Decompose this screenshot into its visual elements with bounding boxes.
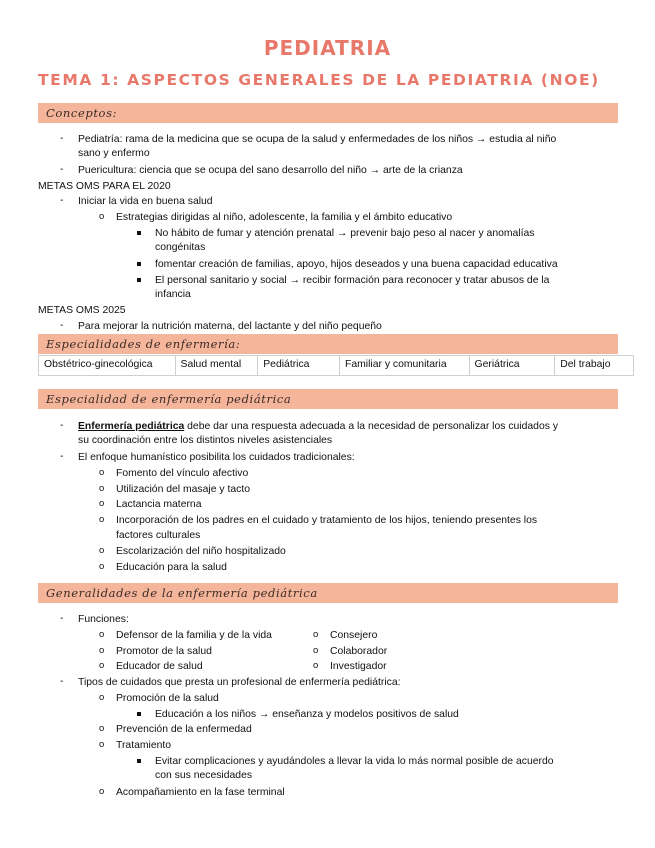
square-bullet bbox=[137, 712, 141, 716]
section-heading-generalidades: Generalidades de la enfermería pediátrica bbox=[46, 586, 318, 600]
circle-bullet: o bbox=[99, 561, 105, 572]
circle-bullet: o bbox=[313, 660, 319, 671]
square-bullet bbox=[137, 278, 141, 282]
section-band-especialidad-pediatrica bbox=[38, 389, 618, 409]
enfermeria-pediatrica-definition bbox=[78, 420, 558, 433]
circle-bullet: o bbox=[99, 692, 105, 703]
metas-2020-bullet-1-cont: congénitas bbox=[155, 242, 206, 253]
metas-2020-bullet-3: El personal sanitario y social → recibir formación para reconocer y tratar abusos de la bbox=[155, 275, 550, 286]
circle-bullet: o bbox=[99, 483, 105, 494]
table-cell: Salud mental bbox=[176, 356, 259, 375]
square-bullet bbox=[137, 262, 141, 266]
table-cell: Geriátrica bbox=[470, 356, 556, 375]
circle-bullet: o bbox=[99, 645, 105, 656]
circle-bullet: o bbox=[99, 498, 105, 509]
section-heading-especialidades: Especialidades de enfermería: bbox=[46, 337, 241, 351]
list-item: Lactancia materna bbox=[116, 499, 202, 510]
dash-bullet: - bbox=[60, 451, 64, 462]
especialidades-table bbox=[38, 355, 634, 376]
list-item-cont: factores culturales bbox=[116, 530, 201, 541]
cuidado-item: Promoción de la salud bbox=[116, 693, 219, 704]
cuidado-subitem: Evitar complicaciones y ayudándoles a llevar la vida lo más normal posible de acuerdo bbox=[155, 756, 554, 767]
document-subtitle: TEMA 1: ASPECTOS GENERALES DE LA PEDIATRIA (NOE) bbox=[38, 71, 600, 89]
puericultura-definition: Puericultura: ciencia que se ocupa del sano desarrollo del niño → arte de la crianza bbox=[78, 165, 463, 176]
metas-2020-bullet-3-cont: infancia bbox=[155, 289, 191, 300]
dash-bullet: - bbox=[60, 676, 64, 687]
table-cell: Familiar y comunitaria bbox=[340, 356, 470, 375]
circle-bullet: o bbox=[99, 629, 105, 640]
circle-bullet: o bbox=[99, 467, 105, 478]
section-band-conceptos bbox=[38, 103, 618, 123]
metas-2020-sub: Estrategias dirigidas al niño, adolescente, la familia y el ámbito educativo bbox=[116, 212, 453, 223]
dash-bullet: - bbox=[60, 320, 64, 331]
circle-bullet: o bbox=[313, 629, 319, 640]
funcion-item: Consejero bbox=[330, 630, 378, 641]
circle-bullet: o bbox=[99, 211, 105, 222]
table-cell: Pediátrica bbox=[258, 356, 340, 375]
square-bullet bbox=[137, 231, 141, 235]
definition-text: debe dar una respuesta adecuada a la necesidad de personalizar los cuidados y bbox=[184, 421, 559, 432]
cuidado-subitem: Educación a los niños → enseñanza y modelos positivos de salud bbox=[155, 709, 459, 720]
metas-2020-item: Iniciar la vida en buena salud bbox=[78, 196, 213, 207]
list-item: Escolarización del niño hospitalizado bbox=[116, 546, 286, 557]
section-band-generalidades bbox=[38, 583, 618, 603]
funcion-item: Promotor de la salud bbox=[116, 646, 212, 657]
circle-bullet: o bbox=[99, 786, 105, 797]
pediatria-definition-cont: sano y enfermo bbox=[78, 148, 150, 159]
tipos-cuidados: Tipos de cuidados que presta un profesional de enfermería pediátrica: bbox=[78, 677, 401, 688]
enfoque-humanistico: El enfoque humanístico posibilita los cuidados tradicionales: bbox=[78, 452, 355, 463]
dash-bullet: - bbox=[60, 133, 64, 144]
section-heading-especialidad-pediatrica: Especialidad de enfermería pediátrica bbox=[46, 392, 292, 406]
funciones-label: Funciones: bbox=[78, 614, 129, 625]
table-cell: Obstétrico-ginecológica bbox=[39, 356, 176, 375]
circle-bullet: o bbox=[99, 514, 105, 525]
metas-2020-heading: METAS OMS PARA EL 2020 bbox=[38, 181, 171, 192]
cuidado-subitem-cont: con sus necesidades bbox=[155, 770, 253, 781]
circle-bullet: o bbox=[99, 739, 105, 750]
metas-2020-bullet-1: No hábito de fumar y atención prenatal → prevenir bajo peso al nacer y anomalías bbox=[155, 228, 535, 239]
metas-2020-bullet-2: fomentar creación de familias, apoyo, hijos deseados y una buena capacidad educativa bbox=[155, 259, 558, 270]
list-item: Educación para la salud bbox=[116, 562, 227, 573]
metas-2025-heading: METAS OMS 2025 bbox=[38, 305, 126, 316]
funcion-item: Investigador bbox=[330, 661, 387, 672]
circle-bullet: o bbox=[99, 723, 105, 734]
funcion-item: Defensor de la familia y de la vida bbox=[116, 630, 272, 641]
metas-2025-item: Para mejorar la nutrición materna, del lactante y del niño pequeño bbox=[78, 321, 382, 332]
funcion-item: Educador de salud bbox=[116, 661, 203, 672]
circle-bullet: o bbox=[99, 660, 105, 671]
cuidado-item: Tratamiento bbox=[116, 740, 172, 751]
enfermeria-pediatrica-definition-cont: su coordinación entre los distintos niveles asistenciales bbox=[78, 435, 333, 446]
circle-bullet: o bbox=[313, 645, 319, 656]
list-item: Incorporación de los padres en el cuidado y tratamiento de los hijos, teniendo presentes los bbox=[116, 515, 538, 526]
document-title: PEDIATRIA bbox=[263, 36, 392, 60]
funcion-item: Colaborador bbox=[330, 646, 388, 657]
section-band-especialidades bbox=[38, 334, 618, 354]
pediatria-definition: Pediatría: rama de la medicina que se ocupa de la salud y enfermedades de los niños → estudia al niño bbox=[78, 134, 557, 145]
dash-bullet: - bbox=[60, 420, 64, 431]
dash-bullet: - bbox=[60, 195, 64, 206]
list-item: Utilización del masaje y tacto bbox=[116, 484, 250, 495]
dash-bullet: - bbox=[60, 613, 64, 624]
table-cell: Del trabajo bbox=[560, 359, 611, 370]
list-item: Fomento del vínculo afectivo bbox=[116, 468, 249, 479]
dash-bullet: - bbox=[60, 164, 64, 175]
circle-bullet: o bbox=[99, 545, 105, 556]
bold-term: Enfermería pediátrica bbox=[78, 421, 185, 432]
section-heading-conceptos: Conceptos: bbox=[46, 106, 118, 120]
cuidado-item: Prevención de la enfermedad bbox=[116, 724, 252, 735]
square-bullet bbox=[137, 759, 141, 763]
cuidado-item: Acompañamiento en la fase terminal bbox=[116, 787, 285, 798]
